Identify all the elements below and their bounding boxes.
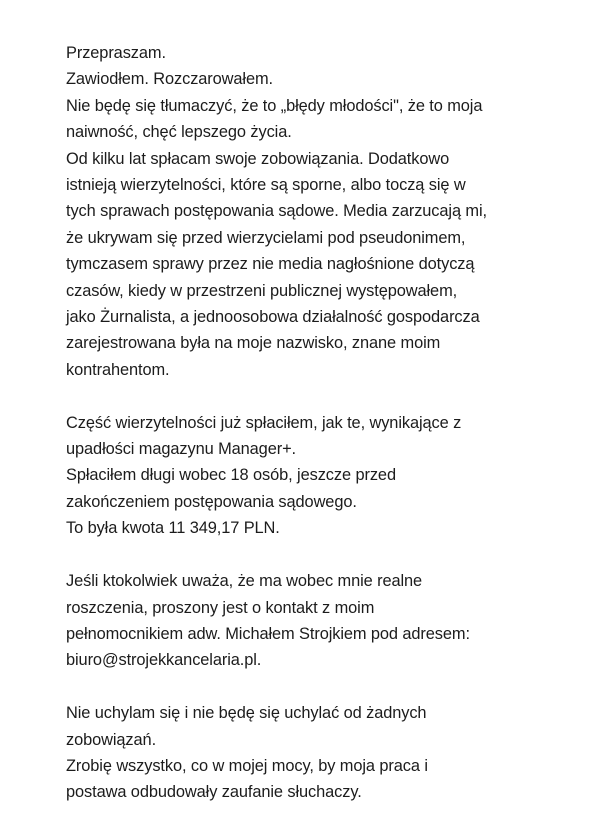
statement-line: zakończeniem postępowania sądowego.: [66, 492, 357, 511]
statement-line: Nie uchylam się i nie będę się uchylać od żadnych: [66, 704, 427, 723]
statement-line: Przepraszam.: [66, 44, 166, 62]
statement-line: istnieją wierzytelności, które są sporne, albo toczą się w: [66, 176, 466, 195]
statement-line: upadłości magazynu Manager+.: [66, 440, 296, 459]
statement-line: Spłaciłem długi wobec 18 osób, jeszcze przed: [66, 466, 396, 485]
statement-line: postawa odbudowały zaufanie słuchaczy.: [66, 783, 362, 802]
statement-line: Zawiodłem. Rozczarowałem.: [66, 70, 274, 89]
statement-line: zobowiązań.: [66, 730, 157, 749]
statement-line: że ukrywam się przed wierzycielami pod pseudonimem,: [66, 228, 466, 247]
statement-line: pełnomocnikiem adw. Michałem Strojkiem pod adresem:: [66, 624, 470, 643]
statement-line: zarejestrowana była na moje nazwisko, znane moim: [66, 334, 441, 353]
repaid-amount-line: To była kwota 11 349,17 PLN.: [66, 519, 280, 538]
paragraph-legal-contact: [66, 568, 551, 674]
paragraph-commitment: [66, 700, 551, 806]
paragraph-repayments: [66, 410, 551, 542]
statement-line: Nie będę się tłumaczyć, że to „błędy młodości", że to moja: [66, 96, 483, 115]
statement-line: jako Żurnalista, a jednoosobowa działalność gospodarcza: [66, 308, 480, 327]
paragraph-apology-opening: [66, 40, 551, 383]
statement-line: tych sprawach postępowania sądowe. Media zarzucają mi,: [66, 202, 487, 221]
statement-line: Od kilku lat spłacam swoje zobowiązania. Dodatkowo: [66, 149, 450, 168]
contact-email-line: biuro@strojekkancelaria.pl.: [66, 651, 262, 670]
statement-line: naiwność, chęć lepszego życia.: [66, 123, 292, 142]
statement-line: tymczasem sprawy przez nie media nagłośnione dotyczą: [66, 255, 475, 274]
statement-line: czasów, kiedy w przestrzeni publicznej występowałem,: [66, 281, 458, 300]
statement-text-body: [66, 40, 551, 806]
statement-line: roszczenia, proszony jest o kontakt z moim: [66, 598, 375, 617]
statement-line: Część wierzytelności już spłaciłem, jak te, wynikające z: [66, 413, 462, 432]
statement-line: Zrobię wszystko, co w mojej mocy, by moja praca i: [66, 756, 428, 775]
statement-line: Jeśli ktokolwiek uważa, że ma wobec mnie realne: [66, 572, 423, 591]
statement-line: kontrahentom.: [66, 360, 170, 379]
